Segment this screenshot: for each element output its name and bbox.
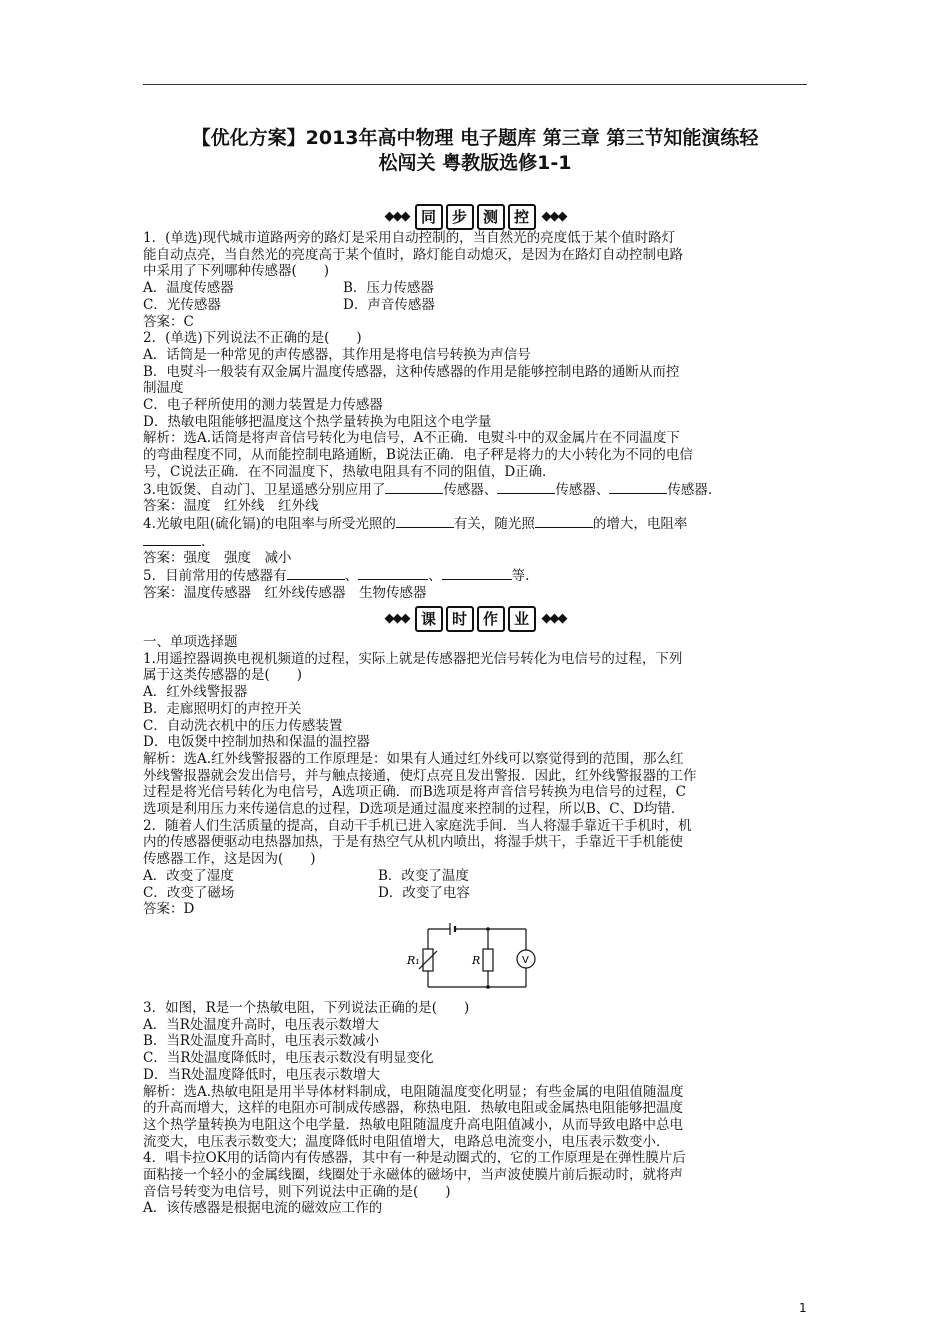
- q4-answer: 答案：强度 强度 减小: [143, 550, 292, 567]
- q5-blank: [442, 567, 512, 580]
- q1-option-d: D．声音传感器: [343, 296, 435, 313]
- s2-q1-line: 解析：选A.红外线警报器的工作原理是：如果有人通过红外线可以察觉得到的范围，那么红: [143, 750, 684, 767]
- s2-q3-line: 这个热学量转换为电阻这个电学量．热敏电阻随温度升高电阻值减小，从而导致电路中总电: [143, 1116, 683, 1133]
- junction-dot: [486, 985, 490, 989]
- s2-q3-line: 流变大，电压表示数变大；温度降低时电阻值增大，电路总电流变小，电压表示数变小．: [143, 1133, 670, 1150]
- label-v: V: [522, 955, 529, 966]
- q1-line: 1．(单选)现代城市道路两旁的路灯是采用自动控制的，当自然光的亮度低于某个值时路灯: [143, 230, 676, 246]
- q5-question: [143, 567, 807, 585]
- q3-question: [143, 481, 807, 499]
- s2-q2-answer: 答案：D: [143, 901, 195, 918]
- q1-line: 能自动点亮，当自然光的亮度高于某个值时，路灯能自动熄灭，是因为在路灯自动控制电路: [143, 246, 683, 263]
- s2-q2-line: 2．随着人们生活质量的提高，自动干手机已进入家庭洗手间．当人将湿手靠近干手机时，机: [143, 817, 692, 834]
- q1-answer: 答案：C: [143, 313, 194, 330]
- q3-blank: [385, 481, 443, 494]
- q4-text: .: [201, 533, 206, 550]
- s2-q2-option-b: B．改变了温度: [378, 867, 469, 884]
- s2-q3-line: D．当R处温度降低时，电压表示数增大: [143, 1066, 380, 1083]
- s2-q1-line: A．红外线警报器: [143, 684, 248, 701]
- q4-blank: [535, 515, 593, 528]
- q1-option-a: A．温度传感器: [143, 280, 234, 297]
- s2-q3-line: 3．如图，R是一个热敏电阻，下列说法正确的是( ): [143, 1000, 470, 1016]
- q2-line: 2．(单选)下列说法不正确的是( ): [143, 330, 362, 347]
- banner-char: 步: [446, 204, 474, 230]
- section-1-content: [143, 230, 807, 601]
- q5-blank: [287, 567, 345, 580]
- s2-q2-line: 传感器工作，这是因为( ): [143, 851, 316, 868]
- q5-text: 等.: [511, 568, 530, 585]
- label-r: R: [472, 954, 481, 967]
- q1-option-c: C．光传感器: [143, 296, 221, 313]
- q5-text: 5．目前常用的传感器有: [143, 568, 287, 585]
- s2-q3-line: 解析：选A.热敏电阻是用半导体材料制成，电阻随温度变化明显；有些金属的电阻值随温度: [143, 1083, 684, 1100]
- s2-q2-line: 内的传感器便驱动电热器加热，于是有热空气从机内喷出，将湿手烘干，手靠近干手机能使: [143, 834, 683, 851]
- q4-blank: [143, 533, 201, 546]
- s2-q2-option-c: C．改变了磁场: [143, 884, 235, 901]
- q4-question-end: [143, 533, 807, 551]
- q5-blank: [358, 567, 428, 580]
- q2-line: C．电子秤所使用的测力装置是力传感器: [143, 397, 383, 414]
- section-banner-sync-test: [143, 204, 807, 230]
- s2-q1-line: 选项是利用压力来传递信息的过程，D选项是通过温度来控制的过程，所以B、C、D均错．: [143, 801, 685, 818]
- banner-char: 控: [508, 204, 536, 230]
- q3-blank: [497, 481, 555, 494]
- banner-char: 作: [477, 606, 505, 632]
- q3-blank: [609, 481, 667, 494]
- q1-line: 中采用了下列哪种传感器( ): [143, 263, 330, 280]
- circuit-diagram: [404, 917, 546, 993]
- section-banner-homework: [143, 606, 807, 632]
- resistor-r: [483, 949, 493, 971]
- s2-q2-option-d: D．改变了电容: [378, 884, 470, 901]
- title-line-2: 松闯关 粤教版选修1-1: [378, 152, 572, 174]
- s2-q2-option-a: A．改变了湿度: [143, 867, 234, 884]
- q5-text: 、: [428, 568, 442, 585]
- s2-q4-line: 4．唱卡拉OK用的话筒内有传感器，其中有一种是动圈式的，它的工作原理是在弹性膜片后: [143, 1150, 686, 1167]
- q4-blank: [396, 515, 454, 528]
- q3-text: 3.电饭煲、自动门、卫星遥感分别应用了: [143, 481, 386, 498]
- page-number: 1: [799, 1301, 807, 1315]
- s2-q3-line: C．当R处温度降低时，电压表示数没有明显变化: [143, 1050, 434, 1067]
- q4-text: 有关，随光照: [453, 515, 535, 532]
- q3-text: 传感器.: [667, 481, 713, 498]
- q5-answer: 答案：温度传感器 红外线传感器 生物传感器: [143, 584, 427, 601]
- q5-text: 、: [344, 568, 359, 585]
- q4-question: [143, 515, 807, 533]
- s2-q4-line: A．该传感器是根据电流的磁效应工作的: [143, 1200, 383, 1217]
- s2-q1-line: B．走廊照明灯的声控开关: [143, 700, 302, 717]
- thermistor-slash: [419, 951, 437, 969]
- s2-q1-line: C．自动洗衣机中的压力传感装置: [143, 717, 343, 734]
- banner-char: 业: [508, 606, 536, 632]
- q2-line: 制温度: [143, 380, 184, 397]
- s2-q1-line: 1.用遥控器调换电视机频道的过程，实际上就是传感器把光信号转化为电信号的过程，下列: [143, 650, 683, 667]
- q2-line: 的弯曲程度不同，从而能控制电路通断，B说法正确．电子秤是将力的大小转化为不同的电信: [143, 447, 693, 464]
- q3-text: 传感器、: [555, 481, 610, 498]
- s2-q1-line: 过程是将光信号转化为电信号，A选项正确．而B选项是将声音信号转换为电信号的过程，C: [143, 784, 686, 801]
- q2-line: D．热敏电阻能够把温度这个热学量转换为电阻这个电学量: [143, 413, 492, 430]
- banner-char: 课: [415, 606, 443, 632]
- document-title: [143, 126, 807, 176]
- s2-q3-line: B．当R处温度升高时，电压表示数减小: [143, 1033, 380, 1050]
- s2-q3-line: A．当R处温度升高时，电压表示数增大: [143, 1016, 379, 1033]
- junction-dot: [486, 927, 490, 931]
- s2-q3-line: 的升高而增大，这样的电阻亦可制成传感器，称热电阻．热敏电阻或金属热电阻能够把温度: [143, 1100, 683, 1117]
- banner-char: 测: [477, 204, 505, 230]
- q4-text: 的增大，电阻率: [592, 515, 688, 532]
- q4-text: 4.光敏电阻(硫化镉)的电阻率与所受光照的: [143, 515, 396, 532]
- banner-char: 时: [446, 606, 474, 632]
- section-2-content-part-2: [143, 1000, 807, 1217]
- q3-answer: 答案：温度 红外线 红外线: [143, 498, 319, 515]
- q3-text: 传感器、: [443, 481, 498, 498]
- q2-line: 号，C说法正确．在不同温度下，热敏电阻具有不同的阻值，D正确．: [143, 463, 556, 480]
- diamond-decoration-left: ◆◆◆: [384, 209, 409, 224]
- diamond-decoration-right: ◆◆◆: [541, 209, 566, 224]
- header-rule: [143, 84, 807, 85]
- q1-option-b: B．压力传感器: [343, 280, 434, 297]
- s2-q1-line: 属于这类传感器的是( ): [143, 667, 303, 684]
- s2-q4-line: 音信号转变为电信号，则下列说法中正确的是( ): [143, 1183, 451, 1200]
- q2-line: A．话筒是一种常见的声传感器，其作用是将电信号转换为声信号: [143, 346, 531, 363]
- diamond-decoration-left: ◆◆◆: [384, 611, 409, 626]
- s2-q4-line: 面粘接一个轻小的金属线圈，线圈处于永磁体的磁场中，当声波使膜片前后振动时，就将声: [143, 1167, 683, 1184]
- s2-q1-line: 外线警报器就会发出信号，并与触点接通，使灯点亮且发出警报．因此，红外线警报器的工作: [143, 767, 697, 784]
- q2-line: B．电熨斗一般装有双金属片温度传感器，这种传感器的作用是能够控制电路的通断从而控: [143, 363, 680, 380]
- banner-char: 同: [415, 204, 443, 230]
- title-line-1: 【优化方案】2013年高中物理 电子题库 第三章 第三节知能演练轻: [191, 127, 759, 149]
- diamond-decoration-right: ◆◆◆: [541, 611, 566, 626]
- label-r1: R₁: [407, 954, 420, 967]
- q2-line: 解析：选A.话筒是将声音信号转化为电信号，A不正确．电熨斗中的双金属片在不同温度下: [143, 430, 680, 447]
- section-2-content-part-1: [143, 634, 807, 918]
- section-heading: 一、单项选择题: [143, 634, 238, 650]
- s2-q1-line: D．电饭煲中控制加热和保温的温控器: [143, 734, 370, 751]
